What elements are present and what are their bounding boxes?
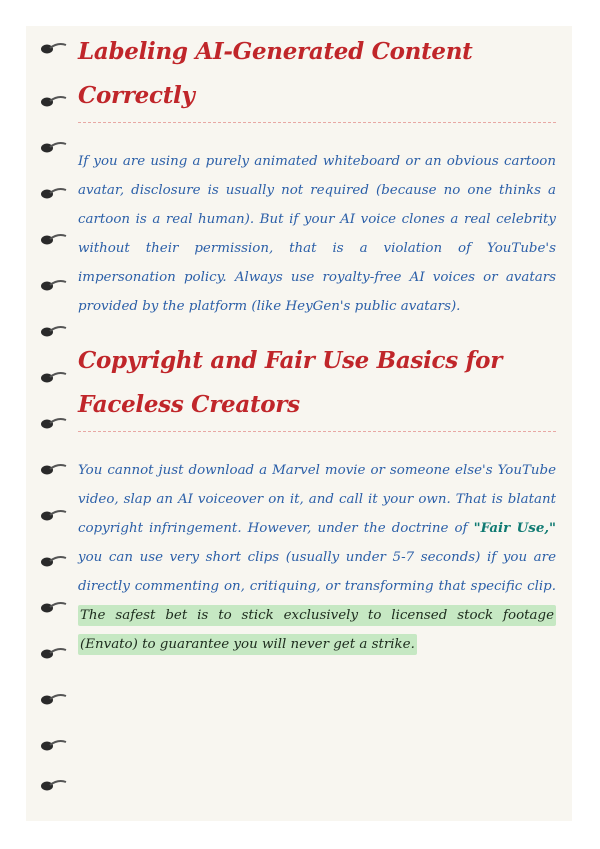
- spiral-ring-icon: [38, 186, 68, 200]
- spiral-ring-icon: [38, 232, 68, 246]
- dashed-divider: [78, 431, 556, 432]
- spiral-ring-icon: [38, 278, 68, 292]
- section-heading: Copyright and Fair Use Basics for Faceless Creators: [78, 347, 503, 418]
- section-body: If you are using a purely animated whiteboard or an obvious cartoon avatar, disclosure is usually not required (because no one thinks a cartoon is a real human). But if your AI voice clones a real celebrity without their permission, that is a violation of YouTube's impersonation policy. Always use royalty-free AI voices or avatars provided by the platform (like HeyGen's public avatars).: [78, 154, 556, 314]
- spiral-ring-icon: [38, 508, 68, 522]
- spiral-ring-icon: [38, 324, 68, 338]
- spiral-ring-icon: [38, 370, 68, 384]
- page-content: [78, 30, 556, 659]
- spiral-ring-icon: [38, 778, 68, 792]
- section-ai-labeling: [78, 30, 556, 321]
- section-body: [78, 456, 556, 659]
- section-heading: Labeling AI-Generated Content Correctly: [78, 38, 473, 109]
- body-text: you can use very short clips (usually under 5-7 seconds) if you are directly commenting on, critiquing, or transforming that specific clip.: [78, 550, 556, 594]
- spiral-ring-icon: [38, 692, 68, 706]
- dashed-divider: [78, 122, 556, 123]
- fair-use-emphasis: "Fair Use,": [473, 520, 557, 536]
- body-text: You cannot just download a Marvel movie or someone else's YouTube video, slap an AI voiceover on it, and call it your own. That is blatant copyright infringement. However, under the doctrine of: [78, 463, 556, 536]
- spiral-ring-icon: [38, 738, 68, 752]
- spiral-ring-icon: [38, 416, 68, 430]
- spiral-ring-icon: [38, 600, 68, 614]
- spiral-ring-icon: [38, 94, 68, 108]
- spiral-ring-icon: [38, 462, 68, 476]
- section-copyright-fair-use: [78, 339, 556, 659]
- spiral-binding: [0, 0, 80, 849]
- highlighted-tip: The safest bet is to stick exclusively to licensed stock footage (Envato) to guarantee you will never get a strike.: [78, 605, 556, 655]
- spiral-ring-icon: [38, 140, 68, 154]
- spiral-ring-icon: [38, 554, 68, 568]
- spiral-ring-icon: [38, 646, 68, 660]
- spiral-ring-icon: [38, 41, 68, 55]
